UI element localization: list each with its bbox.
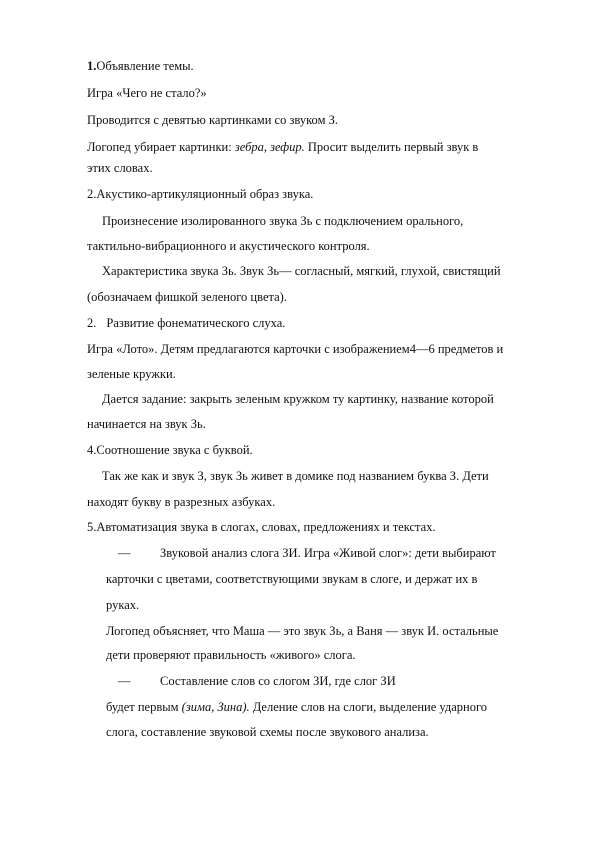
section-heading-3: 2. Развитие фонематического слуха. [87, 316, 286, 330]
section-heading-2: 2.Акустико-артикуляционный образ звука. [87, 187, 314, 201]
paragraph-line: тактильно-вибрационного и акустического контроля. [87, 239, 370, 253]
italic-words: (зима, Зина). [181, 700, 250, 714]
paragraph-line: Звуковой анализ слога ЗИ. Игра «Живой слог»: дети выбирают [160, 546, 496, 560]
section-heading-5: 5.Автоматизация звука в слогах, словах, предложениях и текстах. [87, 520, 436, 534]
paragraph-line: слога, составление звуковой схемы после звукового анализа. [106, 725, 429, 739]
paragraph-line: (обозначаем фишкой зеленого цвета). [87, 290, 287, 304]
paragraph-line: Составление слов со слогом ЗИ, где слог ЗИ [160, 674, 396, 688]
section-heading-1 [87, 58, 194, 74]
paragraph-line: Логопед убирает картинки: зебра, зефир. Просит выделить первый звук в [87, 140, 479, 154]
paragraph-line: Дается задание: закрыть зеленым кружком ту картинку, название которой [102, 392, 494, 406]
list-dash: — [118, 546, 131, 560]
section-heading-4: 4.Соотношение звука с буквой. [87, 443, 253, 457]
paragraph-line: начинается на звук Зь. [87, 417, 206, 431]
paragraph-line: дети проверяют правильность «живого» слога. [106, 648, 356, 662]
paragraph-line: карточки с цветами, соответствующими звукам в слоге, и держат их в [106, 572, 478, 586]
paragraph-line: Игра «Лото». Детям предлагаются карточки с изображением4—6 предметов и [87, 342, 504, 356]
paragraph-line: Игра «Чего не стало?» [87, 86, 207, 100]
paragraph-line: находят букву в разрезных азбуках. [87, 495, 276, 509]
paragraph-line: Логопед объясняет, что Маша — это звук Зь, а Ваня — звук И. остальные [106, 624, 499, 638]
paragraph-line: этих словах. [87, 161, 153, 175]
heading-text: Объявление темы. [96, 59, 194, 73]
heading-number: 1. [87, 59, 97, 73]
paragraph-line: зеленые кружки. [87, 367, 176, 381]
paragraph-line: Проводится с девятью картинками со звуком З. [87, 113, 338, 127]
paragraph-line: руках. [106, 598, 140, 612]
italic-words: зебра, зефир. [234, 140, 305, 154]
paragraph-line: Характеристика звука Зь. Звук Зь— согласный, мягкий, глухой, свистящий [102, 264, 501, 278]
list-dash: — [118, 674, 131, 688]
paragraph-line: Произнесение изолированного звука Зь с подключением орального, [102, 214, 464, 228]
paragraph-line: будет первым (зима, Зина). Деление слов на слоги, выделение ударного [106, 700, 488, 714]
paragraph-line: Так же как и звук З, звук Зь живет в домике под названием буква З. Дети [102, 469, 489, 483]
